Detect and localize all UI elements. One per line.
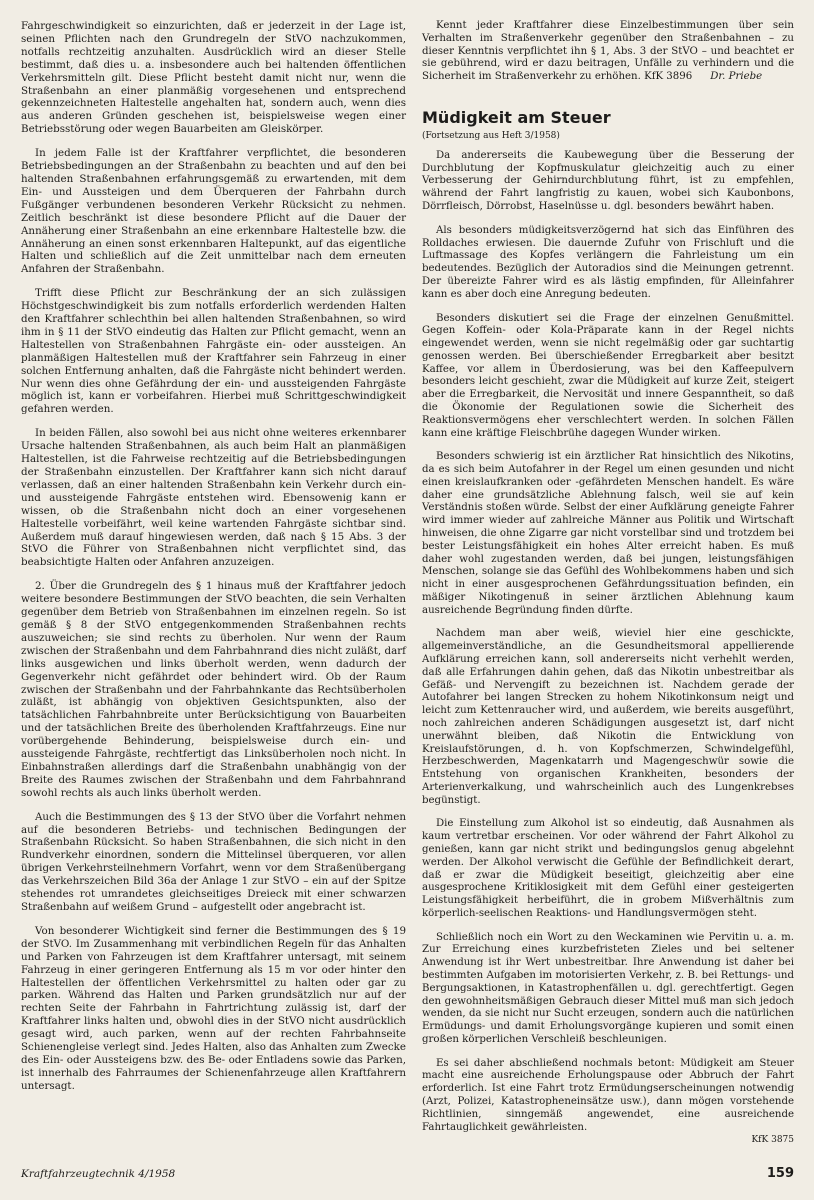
paragraph: Schließlich noch ein Wort zu den Weckaminen wie Pervitin u. a. m. Zur Erreichung eines kurzbefristeten Zieles und bei seltener Anwendung ist ihr Wert unbestreitbar. Ihre Anwendung ist daher bei bestimmten Aufgaben im motorisierten Verkehr, z. B. bei Rettungs- und Bergungsaktionen, in Katastrophenfällen u. dgl. gerechtfertigt. Gegen den gewohnheitsmäßigen Gebrauch dieser Mittel muß man sich jedoch wenden, da sie nicht nur Sucht erzeugen, sondern auch die natürlichen Ermüdungs- und damit Erholungsvorgänge kupieren und somit einen großen körperlichen Verschleiß beschleunigen. bbox=[422, 931, 794, 1045]
paragraph: Trifft diese Pflicht zur Beschränkung der an sich zulässigen Höchstgeschwindigkeit bis zum notfalls erforderlich werdenden Halten den Kraftfahrer schlechthin bei allen haltenden Straßenbahnen, so wird ihm in § 11 der StVO eindeutig das Halten zur Pflicht gemacht, wenn an Haltestellen von Straßenbahnen Fahrgäste ein- oder aussteigen. An planmäßigen Haltestellen muß der Kraftfahrer sein Fahrzeug in einer solchen Entfernung anhalten, daß die Fahrgäste nicht behindert werden. Nur wenn dies ohne Gefährdung der ein- und aussteigenden Fahrgäste möglich ist, kann er vorbeifahren. Hierbei muß Schrittgeschwindigkeit gefahren werden. bbox=[21, 287, 406, 416]
intro-text: Kennt jeder Kraftfahrer diese Einzelbestimmungen über sein Verhalten im Straßenverkehr gegenüber den Straßenbahnen – zu dieser Kenntnis verpflichtet ihn § 1, Abs. 3 der StVO – und beachtet er sie gebührend, wird er dazu beitragen, Unfälle zu verhindern und die Sicherheit im Straßenverkehr zu erhöhen. bbox=[422, 20, 794, 83]
intro-paragraph bbox=[422, 20, 794, 84]
article-subtitle: (Fortsetzung aus Heft 3/1958) bbox=[422, 130, 560, 141]
paragraph: Besonders schwierig ist ein ärztlicher Rat hinsichtlich des Nikotins, da es sich beim Autofahrer in der Regel um einen gesunden und nicht einen kreislaufkranken oder -gefährdeten Menschen handelt. Es wäre daher eine grundsätzliche Ablehnung falsch, weil sie auf kein Verständnis stoßen würde. Selbst der einer Aufklärung geneigte Fahrer wird immer wieder auf zahlreiche Männer aus Politik und Wirtschaft hinweisen, die ohne Zigarre gar nicht vorstellbar sind und trotzdem bei bester Leistungsfähigkeit ein hohes Alter erreicht haben. Es muß daher wohl zugestanden werden, daß bei jungen, leistungsfähigen Menschen, solange sie das Gefühl des Wohlbekommens haben und sich nicht in einer ausgesprochenen Gefährdungssituation befinden, ein mäßiger Nikotingenuß in seiner ärztlichen Ablehnung kaum ausreichende Begründung finden dürfte. bbox=[422, 451, 794, 616]
paragraph: Da andererseits die Kaubewegung über die Besserung der Durchblutung der Kopfmuskulatur gleichzeitig auch zu einer Verbesserung der Gehirndurchblutung führt, ist zu empfehlen, während der Fahrt langfristig zu kauen, wobei sich Kaubonbons, Dörrfleisch, Dörrobst, Haselnüsse u. dgl. besonders bewährt haben. bbox=[422, 149, 794, 213]
paragraph: In jedem Falle ist der Kraftfahrer verpflichtet, die besonderen Betriebsbedingungen an der Straßenbahn zu beachten und auf den bei haltenden Straßenbahnen erfahrungsgemäß zu erwartenden, mit dem Ein- und Aussteigen und dem Überqueren der Fahrbahn durch Fußgänger verbundenen besonderen Verkehr Rücksicht zu nehmen. Zeitlich beschränkt ist diese besondere Pflicht auf die Dauer der Annäherung einer Straßenbahn an eine erkennbare Haltestelle bzw. die Annäherung an einen sonst erkennbaren Haltepunkt, auf das eigentliche Halten und schließlich auf die Zeit unmittelbar nach dem erneuten Anfahren der Straßenbahn. bbox=[21, 147, 406, 276]
left-column bbox=[21, 20, 406, 1104]
paragraph: In beiden Fällen, also sowohl bei aus nicht ohne weiteres erkennbarer Ursache haltenden Straßenbahnen, als auch beim Halt an planmäßigen Haltestellen, ist die Fahrweise rechtzeitig auf die Betriebsbedingungen der Straßenbahn einzustellen. Der Kraftfahrer kann sich nicht darauf verlassen, daß an einer haltenden Straßenbahn kein Verkehr durch ein- und aussteigende Fahrgäste entstehen wird. Ebensowenig kann er wissen, ob die Straßenbahn nicht doch an einer vorgesehenen Haltestelle vorbeifährt, weil keine wartenden Fahrgäste sichtbar sind. Außerdem muß darauf hingewiesen werden, daß nach § 15 Abs. 3 der StVO die Führer von Straßenbahnen nicht verpflichtet sind, das beabsichtigte Halten oder Anfahren anzuzeigen. bbox=[21, 427, 406, 569]
paragraph bbox=[422, 1058, 794, 1147]
journal-issue: Kraftfahrzeugtechnik 4/1958 bbox=[21, 1168, 176, 1180]
paragraph: 2. Über die Grundregeln des § 1 hinaus muß der Kraftfahrer jedoch weitere besondere Bestimmungen der StVO beachten, die sein Verhalten gegenüber dem Betrieb von Straßenbahnen im einzelnen regeln. So ist gemäß § 8 der StVO entgegenkommenden Straßenbahnen rechts auszuweichen; sie sind rechts zu überholen. Nur wenn der Raum zwischen der Straßenbahn und dem Fahrbahnrand dies nicht zuläßt, darf links ausgewichen und links überholt werden, wenn dadurch der Gegenverkehr nicht gefährdet oder behindert wird. Ob der Raum zwischen der Straßenbahn und der Fahrbahnkante das Rechtsüberholen zuläßt, ist abhängig von objektiven Gesichtspunkten, also der tatsächlichen Fahrbahnbreite unter Berücksichtigung von Bauarbeiten und der tatsächlichen Breite des überholenden Kraftfahrzeugs. Eine nur vorübergehende Behinderung, beispielsweise durch ein- und aussteigende Fahrgäste, rechtfertigt das Linksüberholen noch nicht. In Einbahnstraßen allerdings darf die Straßenbahn unabhängig von der Breite des Raumes zwischen der Straßenbahn und dem Fahrbahnrand sowohl rechts als auch links überholt werden. bbox=[21, 580, 406, 799]
paragraph: Besonders diskutiert sei die Frage der einzelnen Genußmittel. Gegen Koffein- oder Kola-Präparate kann in der Regel nichts eingewendet werden, wenn sie nicht regelmäßig oder gar suchtartig genossen werden. Bei überschießender Erregbarkeit aber besitzt Kaffee, vor allem in Überdosierung, was bei den Kaffeepulvern besonders leicht geschieht, zwar die Müdigkeit auf kurze Zeit, steigert aber die Erregbarkeit, die Nervosität und innere Gespanntheit, so daß die Ökonomie der Regulationen sowie die Sicherheit des Reaktionsvermögens eher verschlechtert werden. In solchen Fällen kann eine kräftige Fleischbrühe dagegen Wunder wirken. bbox=[422, 312, 794, 439]
paragraph: Als besonders müdigkeitsverzögernd hat sich das Einführen des Rolldaches erwiesen. Die dauernde Zufuhr von Frischluft und die Luftmassage des Kopfes verlängern die Fahrleistung um ein bedeutendes. Bezüglich der Autoradios sind die Meinungen getrennt. Der übereizte Fahrer wird es als lästig empfinden, für Alleinfahrer kann es aber doch eine Anregung bedeuten. bbox=[422, 224, 794, 300]
page-footer bbox=[21, 1166, 794, 1184]
author-name: Dr. Priebe bbox=[710, 71, 763, 83]
signature-line bbox=[644, 71, 762, 82]
closing-kfk-code: KfK 3875 bbox=[751, 1135, 794, 1146]
right-column bbox=[422, 20, 794, 1158]
article-title: Müdigkeit am Steuer bbox=[422, 107, 611, 127]
closing-text: Es sei daher abschließend nochmals betont: Müdigkeit am Steuer macht eine ausreichende Erholungspause oder Abbruch der Fahrt erforderlich. Ist eine Fahrt trotz Ermüdungserscheinungen notwendig (Arzt, Polizei, Katastropheneinsätze usw.), dann mögen vorstehende Richtlinien, sinngemäß angewendet, eine ausreichende Fahrtauglichkeit gewährleisten. bbox=[422, 1057, 794, 1133]
paragraph: Die Einstellung zum Alkohol ist so eindeutig, daß Ausnahmen als kaum vertretbar erscheinen. Vor oder während der Fahrt Alkohol zu genießen, kann gar nicht strikt und bedingungslos genug abgelehnt werden. Der Alkohol verwischt die Gefühle der Befindlichkeit derart, daß er zwar die Müdigkeit beseitigt, gleichzeitig aber eine ausgesprochene Kritiklosigkeit mit dem Gefühl einer gesteigerten Leistungsfähigkeit herbeiführt, die in grobem Mißverhältnis zum körperlich-seelischen Reaktions- und Handlungsvermögen steht. bbox=[422, 818, 794, 919]
paragraph: Nachdem man aber weiß, wieviel hier eine geschickte, allgemeinverständliche, an die Gesundheitsmoral appellierende Aufklärung erreichen kann, soll andererseits nicht verhehlt werden, daß alle Erfahrungen dahin gehen, daß das Nikotin unbestreitbar als Gefäß- und Nervengift zu bezeichnen ist. Nachdem gerade der Autofahrer bei langen Strecken zu hohem Nikotinkonsum neigt und leicht zum Kettenraucher wird, und außerdem, wie bereits ausgeführt, noch zahlreichen anderen Schädigungen ausgesetzt ist, darf nicht unerwähnt bleiben, daß Nikotin die Entwicklung von Kreislaufstörungen, d. h. von Kopfschmerzen, Schwindelgefühl, Herzbeschwerden, Magenkatarrh und Magengeschwür sowie die Entstehung von organischen Krankheiten, besonders der Arterienverkalkung, und wahrscheinlich auch des Lungenkrebses begünstigt. bbox=[422, 628, 794, 806]
intro-kfk-code: KfK 3896 bbox=[644, 71, 693, 83]
paragraph: Auch die Bestimmungen des § 13 der StVO über die Vorfahrt nehmen auf die besonderen Betriebs- und technischen Bedingungen der Straßenbahn Rücksicht. So haben Straßenbahnen, die sich nicht in den Rundverkehr einordnen, sondern die Mittelinsel überqueren, vor allen übrigen Verkehrsteilnehmern Vorfahrt, wenn vor dem Straßenübergang das Verkehrszeichen Bild 36a der Anlage 1 zur StVO – ein auf der Spitze stehendes rot umrandetes gleichseitiges Dreieck mit einer schwarzen Straßenbahn auf weißem Grund – aufgestellt oder angebracht ist. bbox=[21, 810, 406, 913]
paragraph: Von besonderer Wichtigkeit sind ferner die Bestimmungen des § 19 der StVO. Im Zusammenhang mit verbindlichen Regeln für das Anhalten und Parken von Fahrzeugen ist dem Kraftfahrer untersagt, mit seinem Fahrzeug in einer geringeren Entfernung als 15 m vor oder hinter den Haltestellen der öffentlichen Verkehrsmittel zu halten oder gar zu parken. Während das Halten und Parken grundsätzlich nur auf der rechten Seite der Fahrbahn in Fahrtrichtung zulässig ist, darf der Kraftfahrer links halten und, obwohl dies in der StVO nicht ausdrücklich gesagt wird, auch parken, wenn auf der rechten Fahrbahnseite Schienengleise verlegt sind. Jedes Halten, also das Anhalten zum Zwecke des Ein- oder Aussteigens bzw. des Be- oder Entladens sowie das Parken, ist innerhalb des Fahrraumes der Schienenfahrzeuge allen Kraftfahrern untersagt. bbox=[21, 924, 406, 1092]
paragraph: Fahrgeschwindigkeit so einzurichten, daß er jederzeit in der Lage ist, seinen Pflichten nach den Grundregeln der StVO nachzukommen, notfalls rechtzeitig anzuhalten. Ausdrücklich wird an dieser Stelle bestimmt, daß dies u. a. insbesondere auch bei haltenden öffentlichen Verkehrsmitteln gilt. Diese Pflicht besteht damit nicht nur, wenn die Straßenbahn an einer planmäßig vorgesehenen und entsprechend gekennzeichneten Haltestelle angehalten hat, sondern auch, wenn dies aus anderen Gründen geschehen ist, beispielsweise wegen einer Betriebsstörung oder wegen Bauarbeiten am Gleiskörper. bbox=[21, 20, 406, 136]
page-number: 159 bbox=[766, 1166, 794, 1181]
